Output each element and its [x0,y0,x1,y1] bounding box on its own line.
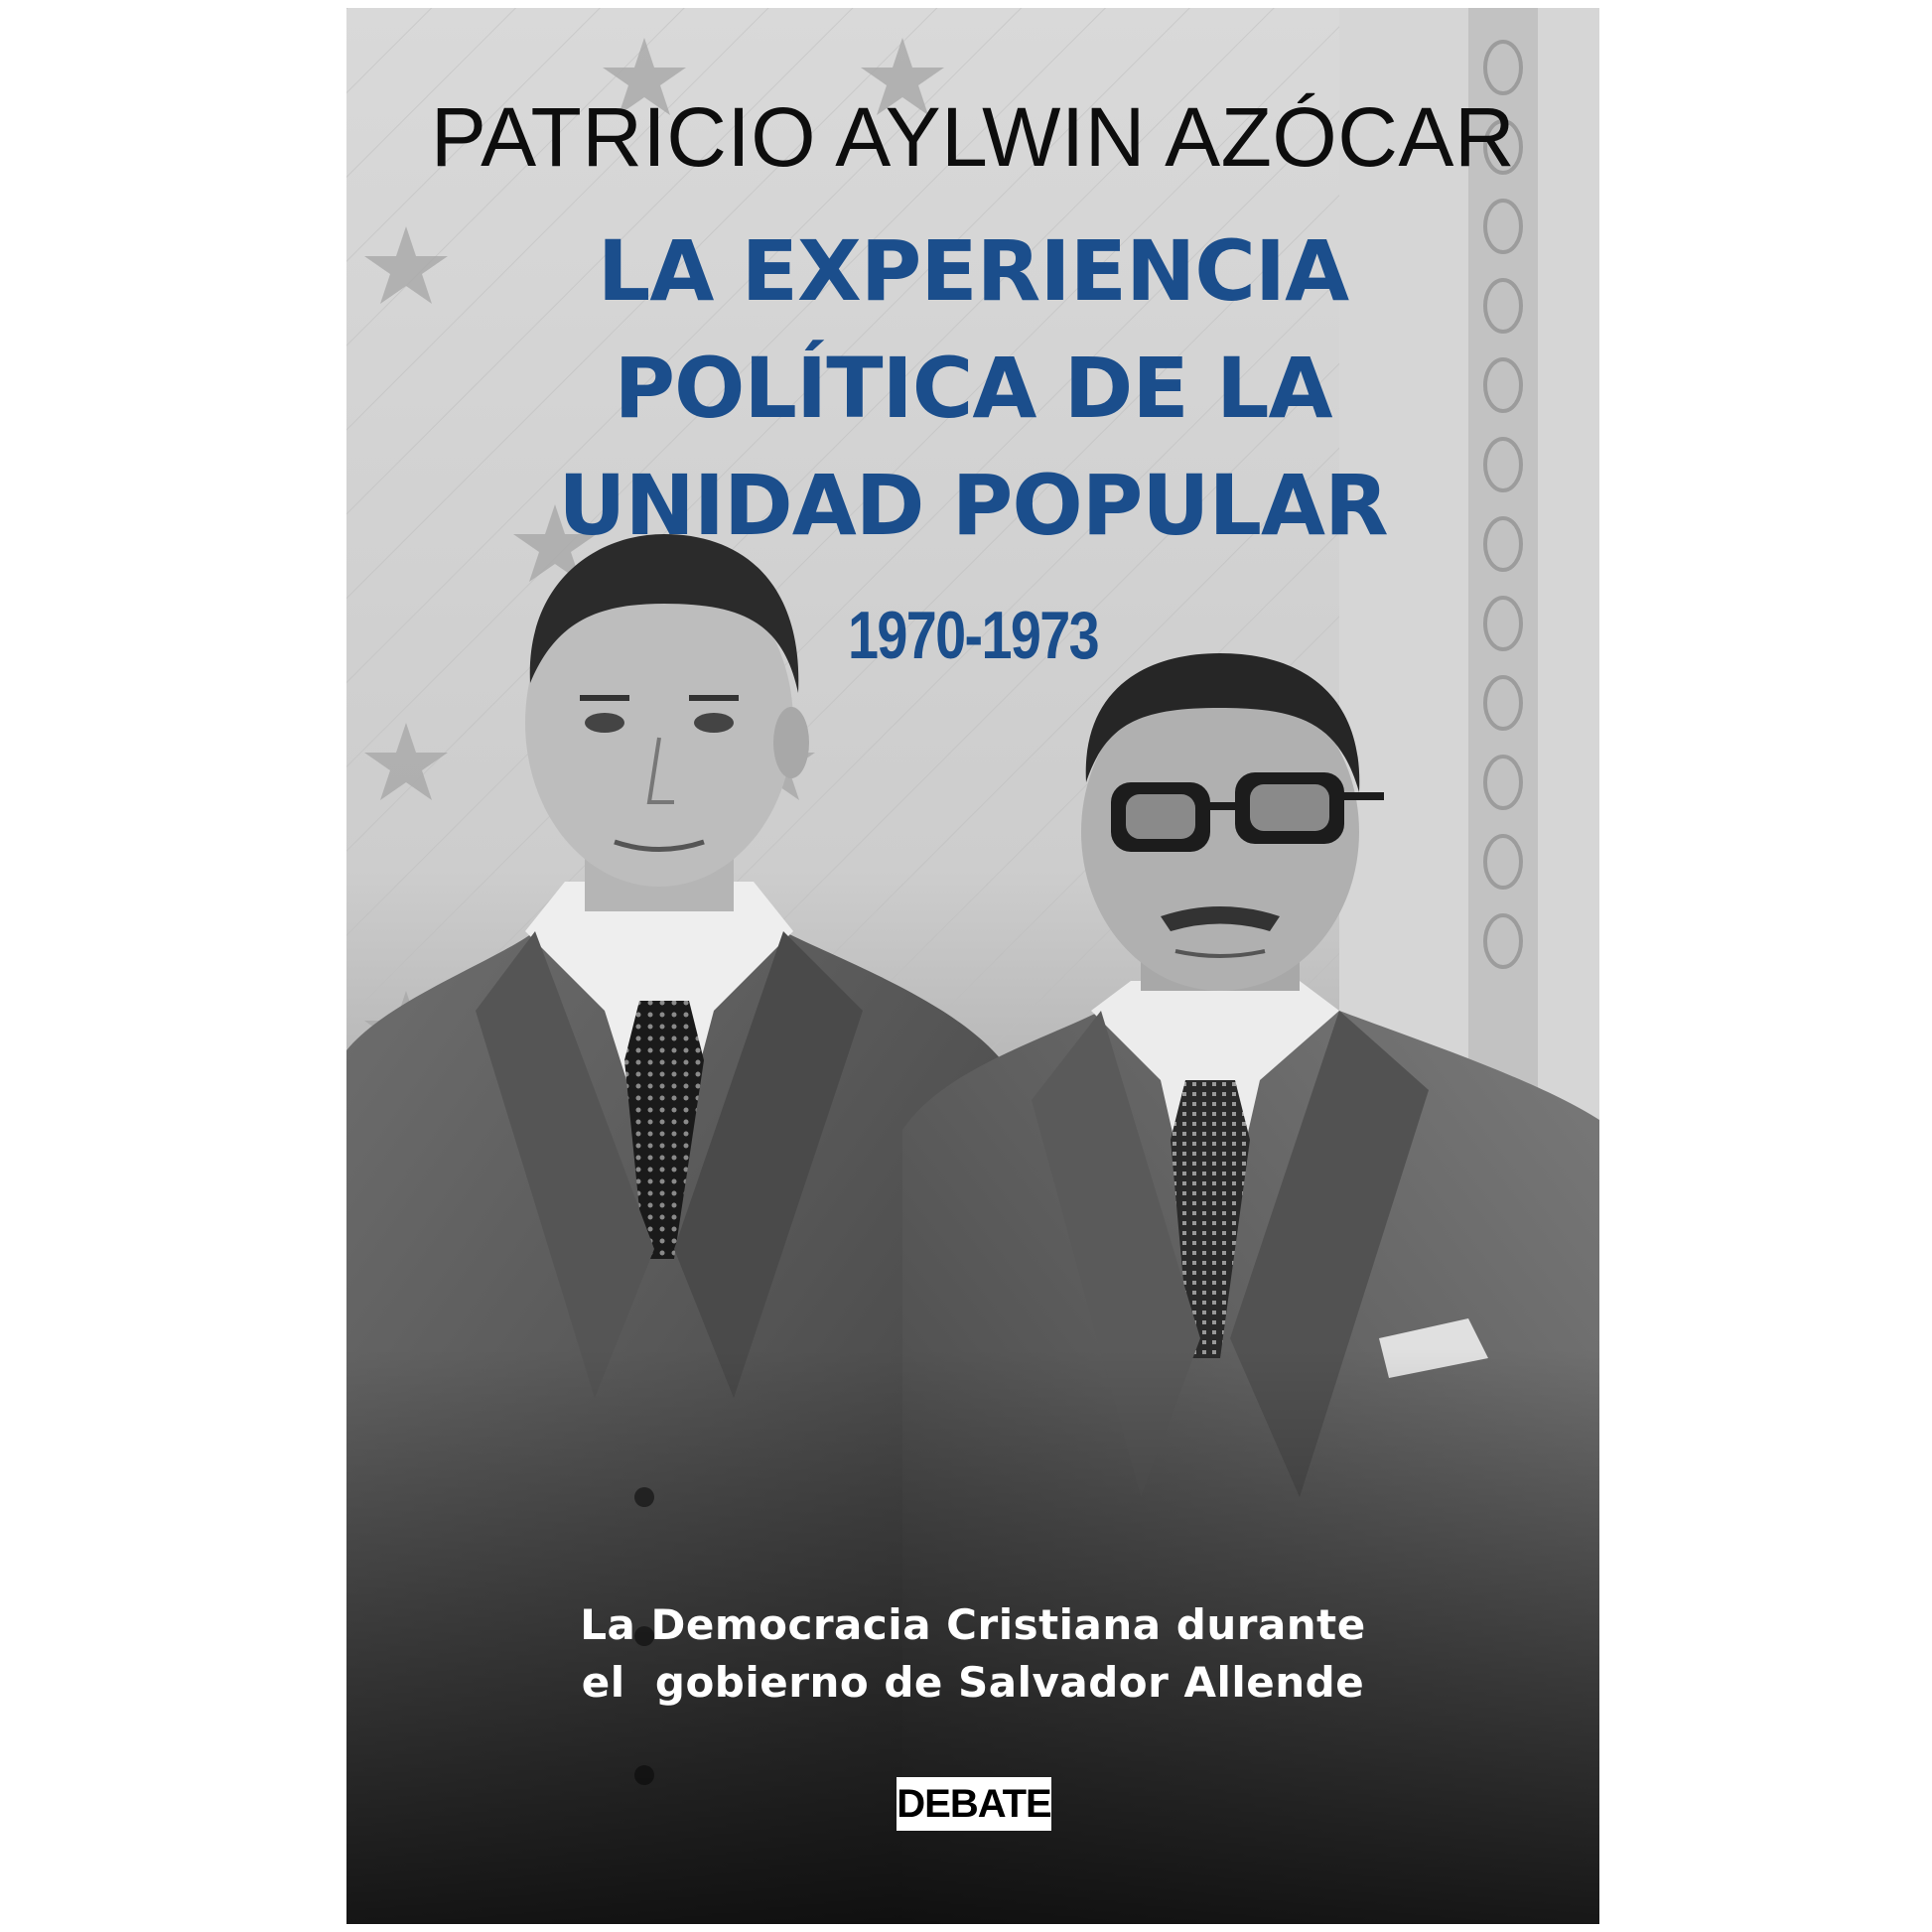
year-range: 1970-1973 [848,598,1098,673]
book-subtitle [346,1596,1599,1712]
title-line: LA EXPERIENCIA [597,222,1349,320]
subtitle-line: el gobierno de Salvador Allende [581,1658,1365,1707]
publisher-logo: DEBATE [897,1777,1051,1831]
title-line: POLÍTICA DE LA [614,340,1332,437]
book-title [346,212,1599,564]
subtitle-line: La Democracia Cristiana durante [580,1600,1366,1649]
author-name: PATRICIO AYLWIN AZÓCAR [430,90,1516,184]
book-cover [346,8,1599,1924]
title-line: UNIDAD POPULAR [558,457,1388,554]
